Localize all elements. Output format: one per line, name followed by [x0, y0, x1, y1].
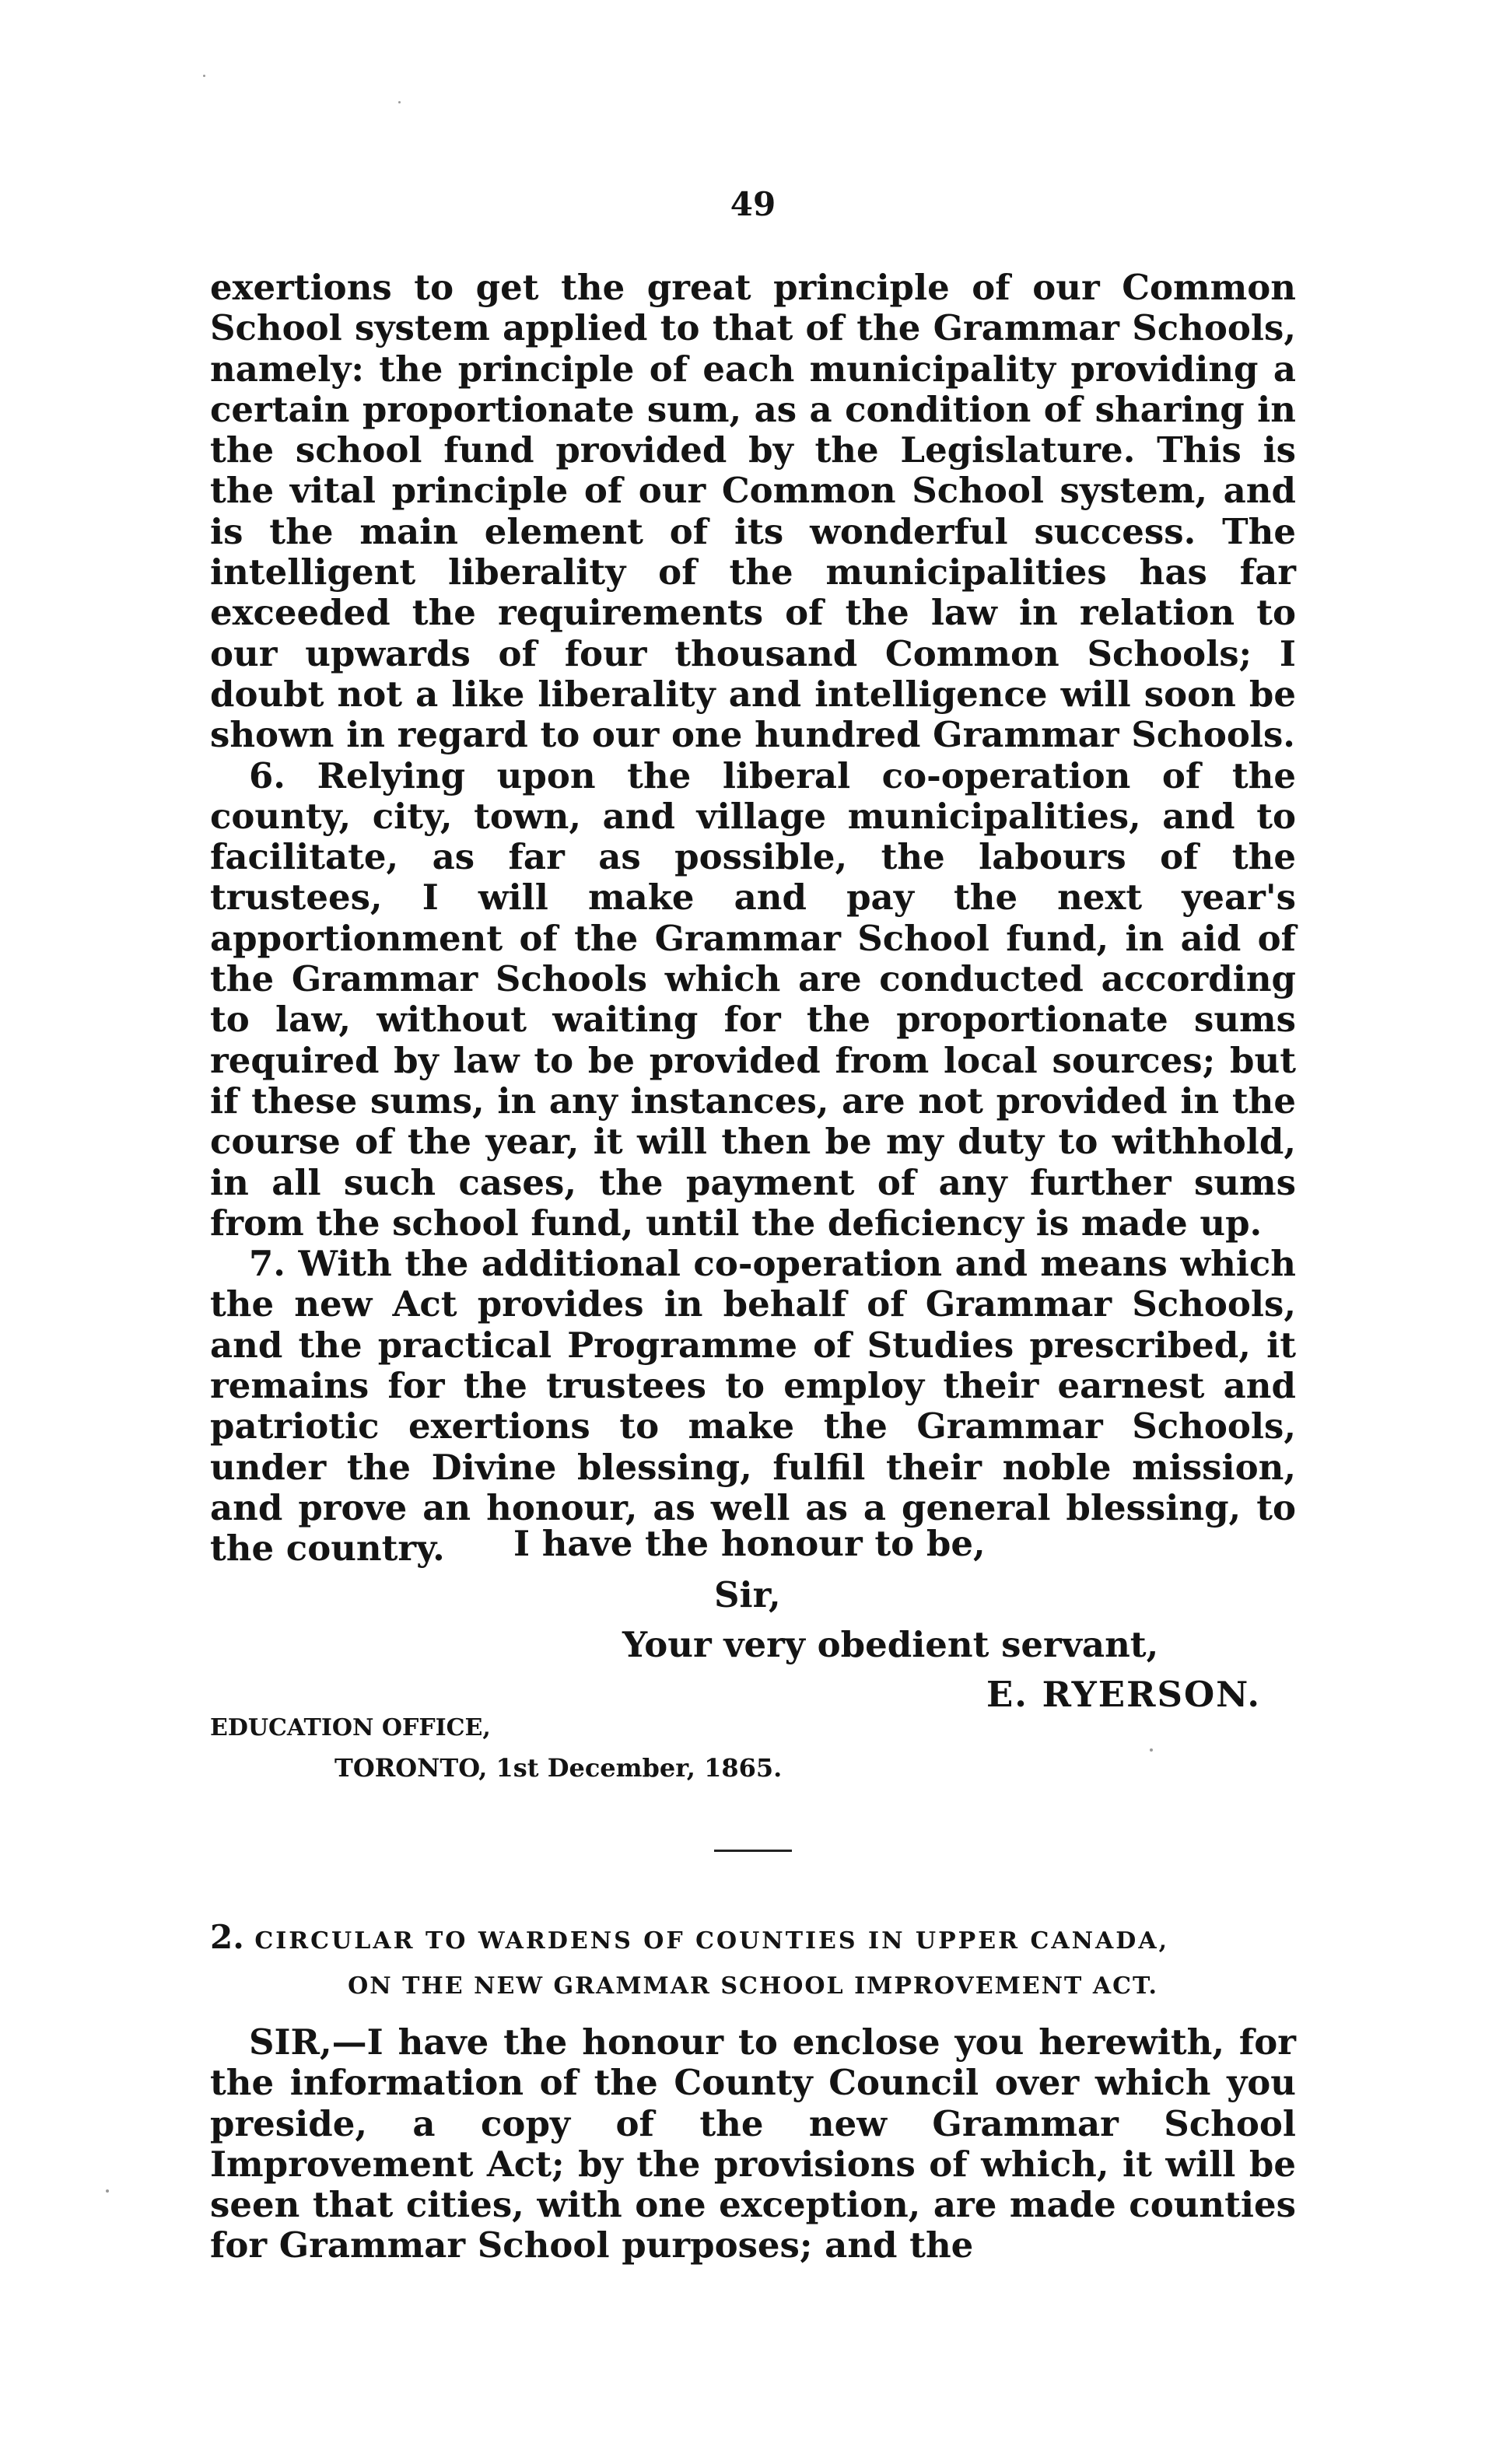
paragraph-text: With the additional co-operation and means which the new Act provides in behalf of Grammar Schools, and the practical Programme of Studies prescribed, it remains for the trustees to employ their earnest and patriotic exertions to make the Grammar Schools, under the Divine blessing, fulfil their noble mission, and prove an honour, as well as a general blessing, to the country.	[210, 1243, 1296, 1570]
closing-line-2: Sir,	[714, 1574, 781, 1615]
closing-line-1: I have the honour to be,	[513, 1523, 986, 1564]
page-number: 49	[730, 185, 776, 223]
office-name: EDUCATION OFFICE,	[210, 1714, 491, 1741]
main-text	[210, 268, 1296, 1570]
closing-line-3: Your very obedient servant,	[622, 1624, 1159, 1665]
paragraph-7	[210, 1244, 1296, 1569]
paragraph-6	[210, 756, 1296, 1244]
section-number: 2.	[210, 1918, 244, 1956]
paragraph-number: 6.	[249, 754, 285, 796]
paragraph-text: Relying upon the liberal co-operation of the county, city, town, and village municipalities, and to facilitate, as far as possible, the labours of the trustees, I will make and pay the next year's apportionment of the Grammar School fund, in aid of the Grammar Schools which are conducted according to law, without waiting for the proportionate sums required by law to be provided from local sources; but if these sums, in any instances, are not provided in the course of the year, it will then be my duty to withhold, in all such cases, the payment of any further sums from the school fund, until the deficiency is made up.	[210, 754, 1296, 1244]
scan-speck	[106, 2189, 109, 2193]
section-heading-text: CIRCULAR TO WARDENS OF COUNTIES IN UPPER CANADA,	[254, 1927, 1170, 1955]
circular-paragraph	[210, 2022, 1296, 2266]
paragraph-continuation	[210, 268, 1296, 756]
scan-speck	[398, 101, 401, 103]
paragraph-text: exertions to get the great principle of our Common School system applied to that of the Grammar Schools, namely: the principle of each municipality providing a certain proportionate sum, as a condition of sharing in the school fund provided by the Legislature. This is the vital principle of our Common School system, and is the main element of its wonderful success. The intelligent liberality of the municipalities has far exceeded the requirements of the law in relation to our upwards of four thousand Common Schools; I doubt not a like liberality and intelligence will soon be shown in regard to our one hundred Grammar Schools.	[210, 267, 1296, 756]
office-place-date: TORONTO, 1st December, 1865.	[334, 1753, 783, 1783]
signature: E. RYERSON.	[986, 1674, 1262, 1715]
paragraph-text: I have the honour to enclose you herewith, for the information of the County Council over which you preside, a copy of the new Grammar School Improvement Act; by the provisions of which, it will be seen that cities, with one exception, are made counties for Grammar School purposes; and the	[210, 2021, 1296, 2266]
section-subheading: ON THE NEW GRAMMAR SCHOOL IMPROVEMENT ACT.	[348, 1972, 1158, 2000]
scan-speck	[1150, 1748, 1153, 1752]
paragraph-number: 7.	[249, 1243, 285, 1285]
section-divider	[714, 1850, 792, 1852]
circular-text	[210, 2022, 1296, 2266]
scan-speck	[203, 75, 205, 77]
section-heading	[210, 1918, 1299, 1956]
salutation: SIR,—	[249, 2021, 367, 2063]
